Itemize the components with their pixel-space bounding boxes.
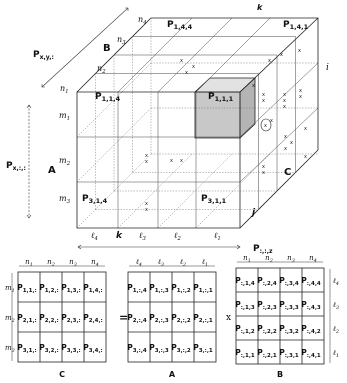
svg-text:ℓ1: ℓ$_1$ <box>214 231 221 242</box>
svg-text:n1: $n_1$ <box>60 84 69 95</box>
svg-text:x: x <box>304 154 307 160</box>
matrix-a-cell: $P_{1,:,1}$ <box>193 283 213 294</box>
matrix-c-label: C <box>59 370 65 379</box>
matrix-b-cell: $P_{:,3,4}$ <box>279 276 299 287</box>
matrix-c-row-header: $m_2$ <box>5 314 15 324</box>
matrix-c-cell: $P_{3,4,:}$ <box>83 343 103 354</box>
matrix-a-cell: $P_{1,:,3}$ <box>149 283 169 294</box>
matrix-b-cell: $P_{:,1,1}$ <box>235 348 255 359</box>
block-label-p314: $P_{3,1,4}$ <box>82 194 108 205</box>
matrix-b-cell: $P_{:,3,3}$ <box>279 300 299 311</box>
matrix-c-cell: $P_{3,1,:}$ <box>17 343 37 354</box>
svg-text:x: x <box>262 98 265 104</box>
matrix-b-cell: $P_{:,4,3}$ <box>301 300 321 311</box>
matrix-b-label: B <box>276 370 284 379</box>
svg-text:x: x <box>299 88 302 94</box>
svg-text:x: x <box>192 64 195 70</box>
block-label-p114: $P_{1,1,4}$ <box>95 92 121 103</box>
matrix-b-row-header: ℓ$_1$ <box>333 349 340 359</box>
svg-text:x: x <box>145 159 148 165</box>
matrix-a-col-header: ℓ$_4$ <box>135 258 143 268</box>
matrix-b-col-header: $n_4$ <box>309 254 317 264</box>
matrix-b-cell: $P_{:,1,3}$ <box>235 300 255 311</box>
matrix-c-col-header: $n_3$ <box>69 258 77 268</box>
matrix-c-cell: $P_{2,2,:}$ <box>39 313 59 324</box>
svg-text:x: x <box>284 146 287 152</box>
svg-text:x: x <box>180 158 183 164</box>
matrix-c-cell: $P_{2,4,:}$ <box>83 313 103 324</box>
svg-text:x: x <box>185 70 188 76</box>
matrix-b-cell: $P_{:,1,2}$ <box>235 324 255 335</box>
svg-text:x: x <box>283 92 286 98</box>
matrix-a-cell: $P_{3,:,3}$ <box>149 343 169 354</box>
svg-text:x: x <box>180 58 183 64</box>
matrix-c-cell: $P_{1,1,:}$ <box>17 283 37 294</box>
face-label-a: A <box>48 165 56 176</box>
matrix-c-cell: $P_{3,3,:}$ <box>61 343 81 354</box>
matrix-b-row-header: ℓ$_2$ <box>333 325 340 335</box>
svg-text:x: x <box>304 126 307 132</box>
matrix-b-cell: $P_{:,2,3}$ <box>257 300 277 311</box>
block-label-p311: $P_{3,1,1}$ <box>201 194 227 205</box>
axis-label-k-front: k <box>116 231 122 241</box>
matrix-a-cell: $P_{3,:,4}$ <box>127 343 147 354</box>
svg-text:ℓ4: ℓ$_4$ <box>91 231 98 242</box>
svg-text:x: x <box>283 104 286 110</box>
svg-text:n4: $n_4$ <box>138 15 147 26</box>
matrix-a-cell: $P_{2,:,4}$ <box>127 313 147 324</box>
svg-text:x: x <box>145 201 148 207</box>
matrix-b-cell: $P_{:,4,4}$ <box>301 276 321 287</box>
matrix-b-cell: $P_{:,3,1}$ <box>279 348 299 359</box>
matrix-b-col-header: $n_1$ <box>243 254 251 264</box>
label-p-x: $P_{x,:,:}$ <box>6 161 26 172</box>
svg-text:m1: $m_1$ <box>59 111 71 122</box>
axis-label-i: i <box>326 63 329 73</box>
svg-text:n2: $n_2$ <box>97 64 106 75</box>
matrix-c-col-header: $n_1$ <box>25 258 33 268</box>
axis-label-k-top: k <box>257 3 263 12</box>
matrix-a-cell: $P_{2,:,1}$ <box>193 313 213 324</box>
matrix-a-cell: $P_{2,:,2}$ <box>171 313 191 324</box>
block-label-p111: $P_{1,1,1}$ <box>208 92 234 103</box>
svg-text:x: x <box>299 94 302 100</box>
matrix-a-cell: $P_{3,:,1}$ <box>193 343 213 354</box>
svg-text:x: x <box>283 98 286 104</box>
matrix-b-col-header: $n_2$ <box>265 254 273 264</box>
svg-text:x: x <box>270 118 273 124</box>
label-p-xy: $P_{x,y,:}$ <box>33 50 54 61</box>
matrix-b-cell: $P_{:,1,4}$ <box>235 276 255 287</box>
matrix-a-cell: $P_{1,:,2}$ <box>171 283 191 294</box>
matrix-b-cell: $P_{:,2,4}$ <box>257 276 277 287</box>
svg-text:x: x <box>170 158 173 164</box>
partition-cube <box>77 18 318 228</box>
axis-label-j: j <box>252 208 256 218</box>
label-p-z: $P_{:,:,z}$ <box>253 244 273 255</box>
block-label-p141: $P_{1,4,1}$ <box>283 20 309 31</box>
svg-text:x: x <box>145 153 148 159</box>
svg-text:ℓ3: ℓ$_3$ <box>139 231 146 242</box>
matrix-a-col-header: ℓ$_2$ <box>179 258 187 268</box>
matrix-a-cell: $P_{3,:,2}$ <box>171 343 191 354</box>
matrix-c-cell: $P_{1,4,:}$ <box>83 283 103 294</box>
matrix-c-cell: $P_{1,3,:}$ <box>61 283 81 294</box>
svg-text:ℓ2: ℓ$_2$ <box>174 231 181 242</box>
face-label-b: B <box>103 43 111 54</box>
matrix-c-row-header: $m_3$ <box>5 344 15 354</box>
matrix-b-cell: $P_{:,4,1}$ <box>301 348 321 359</box>
svg-text:x: x <box>262 164 265 170</box>
matrix-b-cell: $P_{:,3,2}$ <box>279 324 299 335</box>
matrix-c-cell: $P_{2,1,:}$ <box>17 313 37 324</box>
equals-operator: = <box>119 311 129 324</box>
matrix-a-col-header: ℓ$_3$ <box>157 258 165 268</box>
matrix-c-col-header: $n_4$ <box>91 258 99 268</box>
matrix-b-cell: $P_{:,4,2}$ <box>301 324 321 335</box>
matrix-a-cell: $P_{1,:,4}$ <box>127 283 147 294</box>
matrix-b-row-header: ℓ$_3$ <box>333 301 340 311</box>
svg-text:x: x <box>264 123 267 129</box>
svg-text:x: x <box>290 140 293 146</box>
svg-text:n3: $n_3$ <box>117 35 126 46</box>
times-operator: x <box>226 313 232 323</box>
matrix-c-row-header: $m_1$ <box>5 284 15 294</box>
matrix-a-label: A <box>168 370 176 379</box>
matrix-a-cell: $P_{2,:,3}$ <box>149 313 169 324</box>
svg-text:x: x <box>298 48 301 54</box>
block-label-p144: $P_{1,4,4}$ <box>167 20 193 31</box>
matrix-c-col-header: $n_2$ <box>47 258 55 268</box>
matrix-b-row-header: ℓ$_4$ <box>333 277 340 287</box>
matrix-b-col-header: $n_3$ <box>287 254 295 264</box>
svg-text:m3: $m_3$ <box>59 194 71 205</box>
matrix-b-cell: $P_{:,2,1}$ <box>257 348 277 359</box>
face-label-c: C <box>284 167 292 178</box>
matrix-a-col-header: ℓ$_1$ <box>201 258 209 268</box>
svg-text:x: x <box>252 83 255 89</box>
svg-text:x: x <box>284 134 287 140</box>
svg-text:x: x <box>262 92 265 98</box>
matrix-c-cell: $P_{3,2,:}$ <box>39 343 59 354</box>
svg-text:x: x <box>280 52 283 58</box>
matrix-c-cell: $P_{1,2,:}$ <box>39 283 59 294</box>
matrix-b-cell: $P_{:,2,2}$ <box>257 324 277 335</box>
svg-text:x: x <box>145 207 148 213</box>
svg-text:x: x <box>268 58 271 64</box>
matrix-c-cell: $P_{2,3,:}$ <box>61 313 81 324</box>
svg-text:x: x <box>262 170 265 176</box>
svg-text:m2: $m_2$ <box>59 156 71 167</box>
